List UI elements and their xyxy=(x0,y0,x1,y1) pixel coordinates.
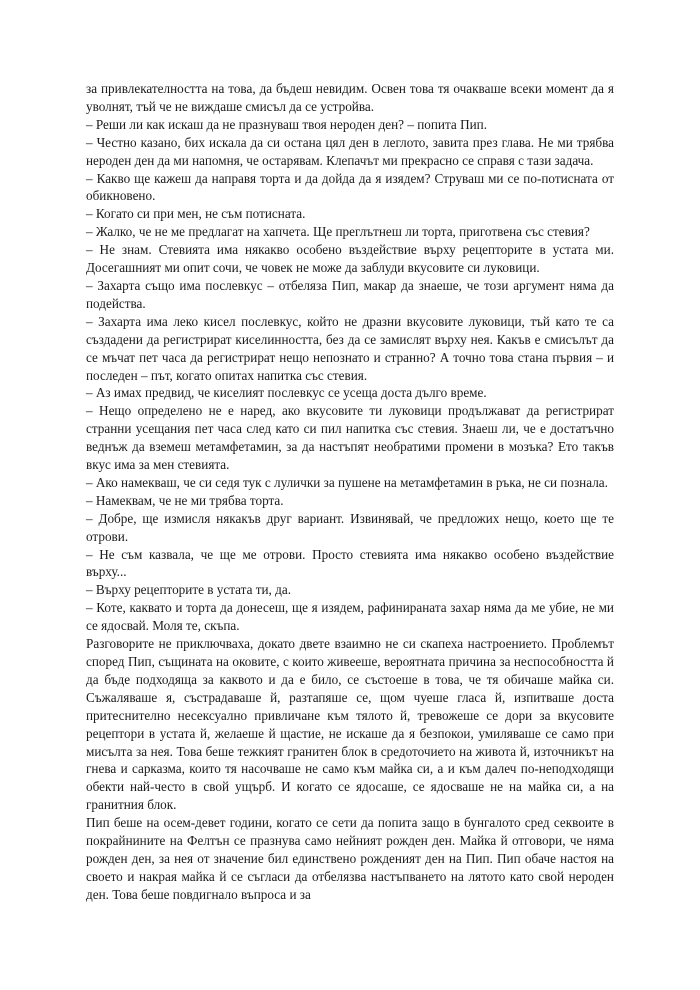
page-body xyxy=(86,80,614,904)
paragraph-3: – Честно казано, бих искала да си остана цял ден в леглото, завита през глава. Не ми трябва нероден ден да ми напомня, че остарявам. Клепачът ми прекрасно се справя с тази задача. xyxy=(86,134,614,168)
paragraph-8: – Захарта също има послевкус – отбеляза Пип, макар да знаеше, че този аргумент няма да подейства. xyxy=(86,277,614,311)
paragraph-2: – Реши ли как искаш да не празнуваш твоя нероден ден? – попита Пип. xyxy=(86,116,488,132)
paragraph-16: – Върху рецепторите в устата ти, да. xyxy=(86,582,291,598)
paragraph-5: – Когато си при мен, не съм потисната. xyxy=(86,206,306,222)
paragraph-14: – Добре, ще измисля някакъв друг вариант. Извинявай, че предложих нещо, което ще те отрови. xyxy=(86,510,614,544)
paragraph-12: – Ако намекваш, че си седя тук с лулички за пушене на метамфетамин в ръка, не си познала. xyxy=(86,474,608,490)
paragraph-15: – Не съм казвала, че ще ме отрови. Просто стевията има някакво особено въздействие върху... xyxy=(86,546,614,580)
paragraph-4: – Какво ще кажеш да направя торта и да дойда да я изядем? Струваш ми се по-потисната от обикновено. xyxy=(86,170,614,204)
paragraph-1: за привлекателността на това, да бъдеш невидим. Освен това тя очакваше всеки момент да я уволнят, тъй че не виждаше смисъл да се устройва. xyxy=(86,81,614,114)
paragraph-11: – Нещо определено не е наред, ако вкусовите ти луковици продължават да регистрират странни усещания пет часа след като си пил напитка със стевия. Знаеш ли, че е достатъчно веднъж да вземеш метамфетамин, за да настъпят необратими промени в мозъка? Ето такъв вкус има за мен стевията. xyxy=(86,403,614,473)
paragraph-19: Пип беше на осем-девет години, когато се сети да попита защо в бунгалото сред секвоите в покрайнините на Фелтън се празнува само нейният рожден ден. Майка й отговори, че няма рожден ден, за нея от значение бил единствено рожденият ден на Пип. Пип обаче настоя на своето и накрая майка й се съгласи да отбелязва настъпването на лятото като свой нероден ден. Това беше повдигнало въпроса и за xyxy=(86,815,614,902)
paragraph-10: – Аз имах предвид, че киселият послевкус се усеща доста дълго време. xyxy=(86,385,487,401)
paragraph-6: – Жалко, че не ме предлагат на хапчета. Ще преглътнеш ли торта, приготвена със стевия? xyxy=(86,224,590,240)
paragraph-18: Разговорите не приключваха, докато двете взаимно не си скапеха настроението. Проблемът според Пип, същината на оковите, с които живееше, вероятната причина за неспособността й да бъде подходяща за каквото и да е било, се състоеше в това, че тя обичаше майка си. Съжаляваше я, състрадаваше й, разтапяше се, щом чуеше гласа й, изпитваше доста притеснително несексуално привличане към тялото й, тревожеше се дори за вкусовите рецептори в устата й, желаеше й щастие, не искаше да я безпокои, умиляваше се само при мисълта за нея. Това беше тежкият гранитен блок в средоточието на живота й, източникът на гнева и сарказма, които тя насочваше не само към майка си, а и към далеч по-неподходящи обекти най-често в свой ущърб. И когато се ядосаше, се ядосваше не на майка си, а на гранитния блок. xyxy=(86,636,614,813)
paragraph-7: – Не знам. Стевията има някакво особено въздействие върху рецепторите в устата ми. Досегашният ми опит сочи, че човек не може да заблуди вкусовите си луковици. xyxy=(86,242,614,276)
paragraph-17: – Коте, каквато и торта да донесеш, ще я изядем, рафинираната захар няма да ме убие, не ми се ядосвай. Моля те, скъпа. xyxy=(86,600,614,634)
paragraph-13: – Намеквам, че не ми трябва торта. xyxy=(86,492,284,508)
paragraph-9: – Захарта има леко кисел послевкус, който не дразни вкусовите луковици, тъй като те са създадени да регистрират киселинността, без да се замислят върху нея. Какъв е смисълът да се мъчат пет часа да регистрират нещо непознато и странно? А точно това стана първия – и последен – път, когато опитах напитка със стевия. xyxy=(86,313,614,383)
